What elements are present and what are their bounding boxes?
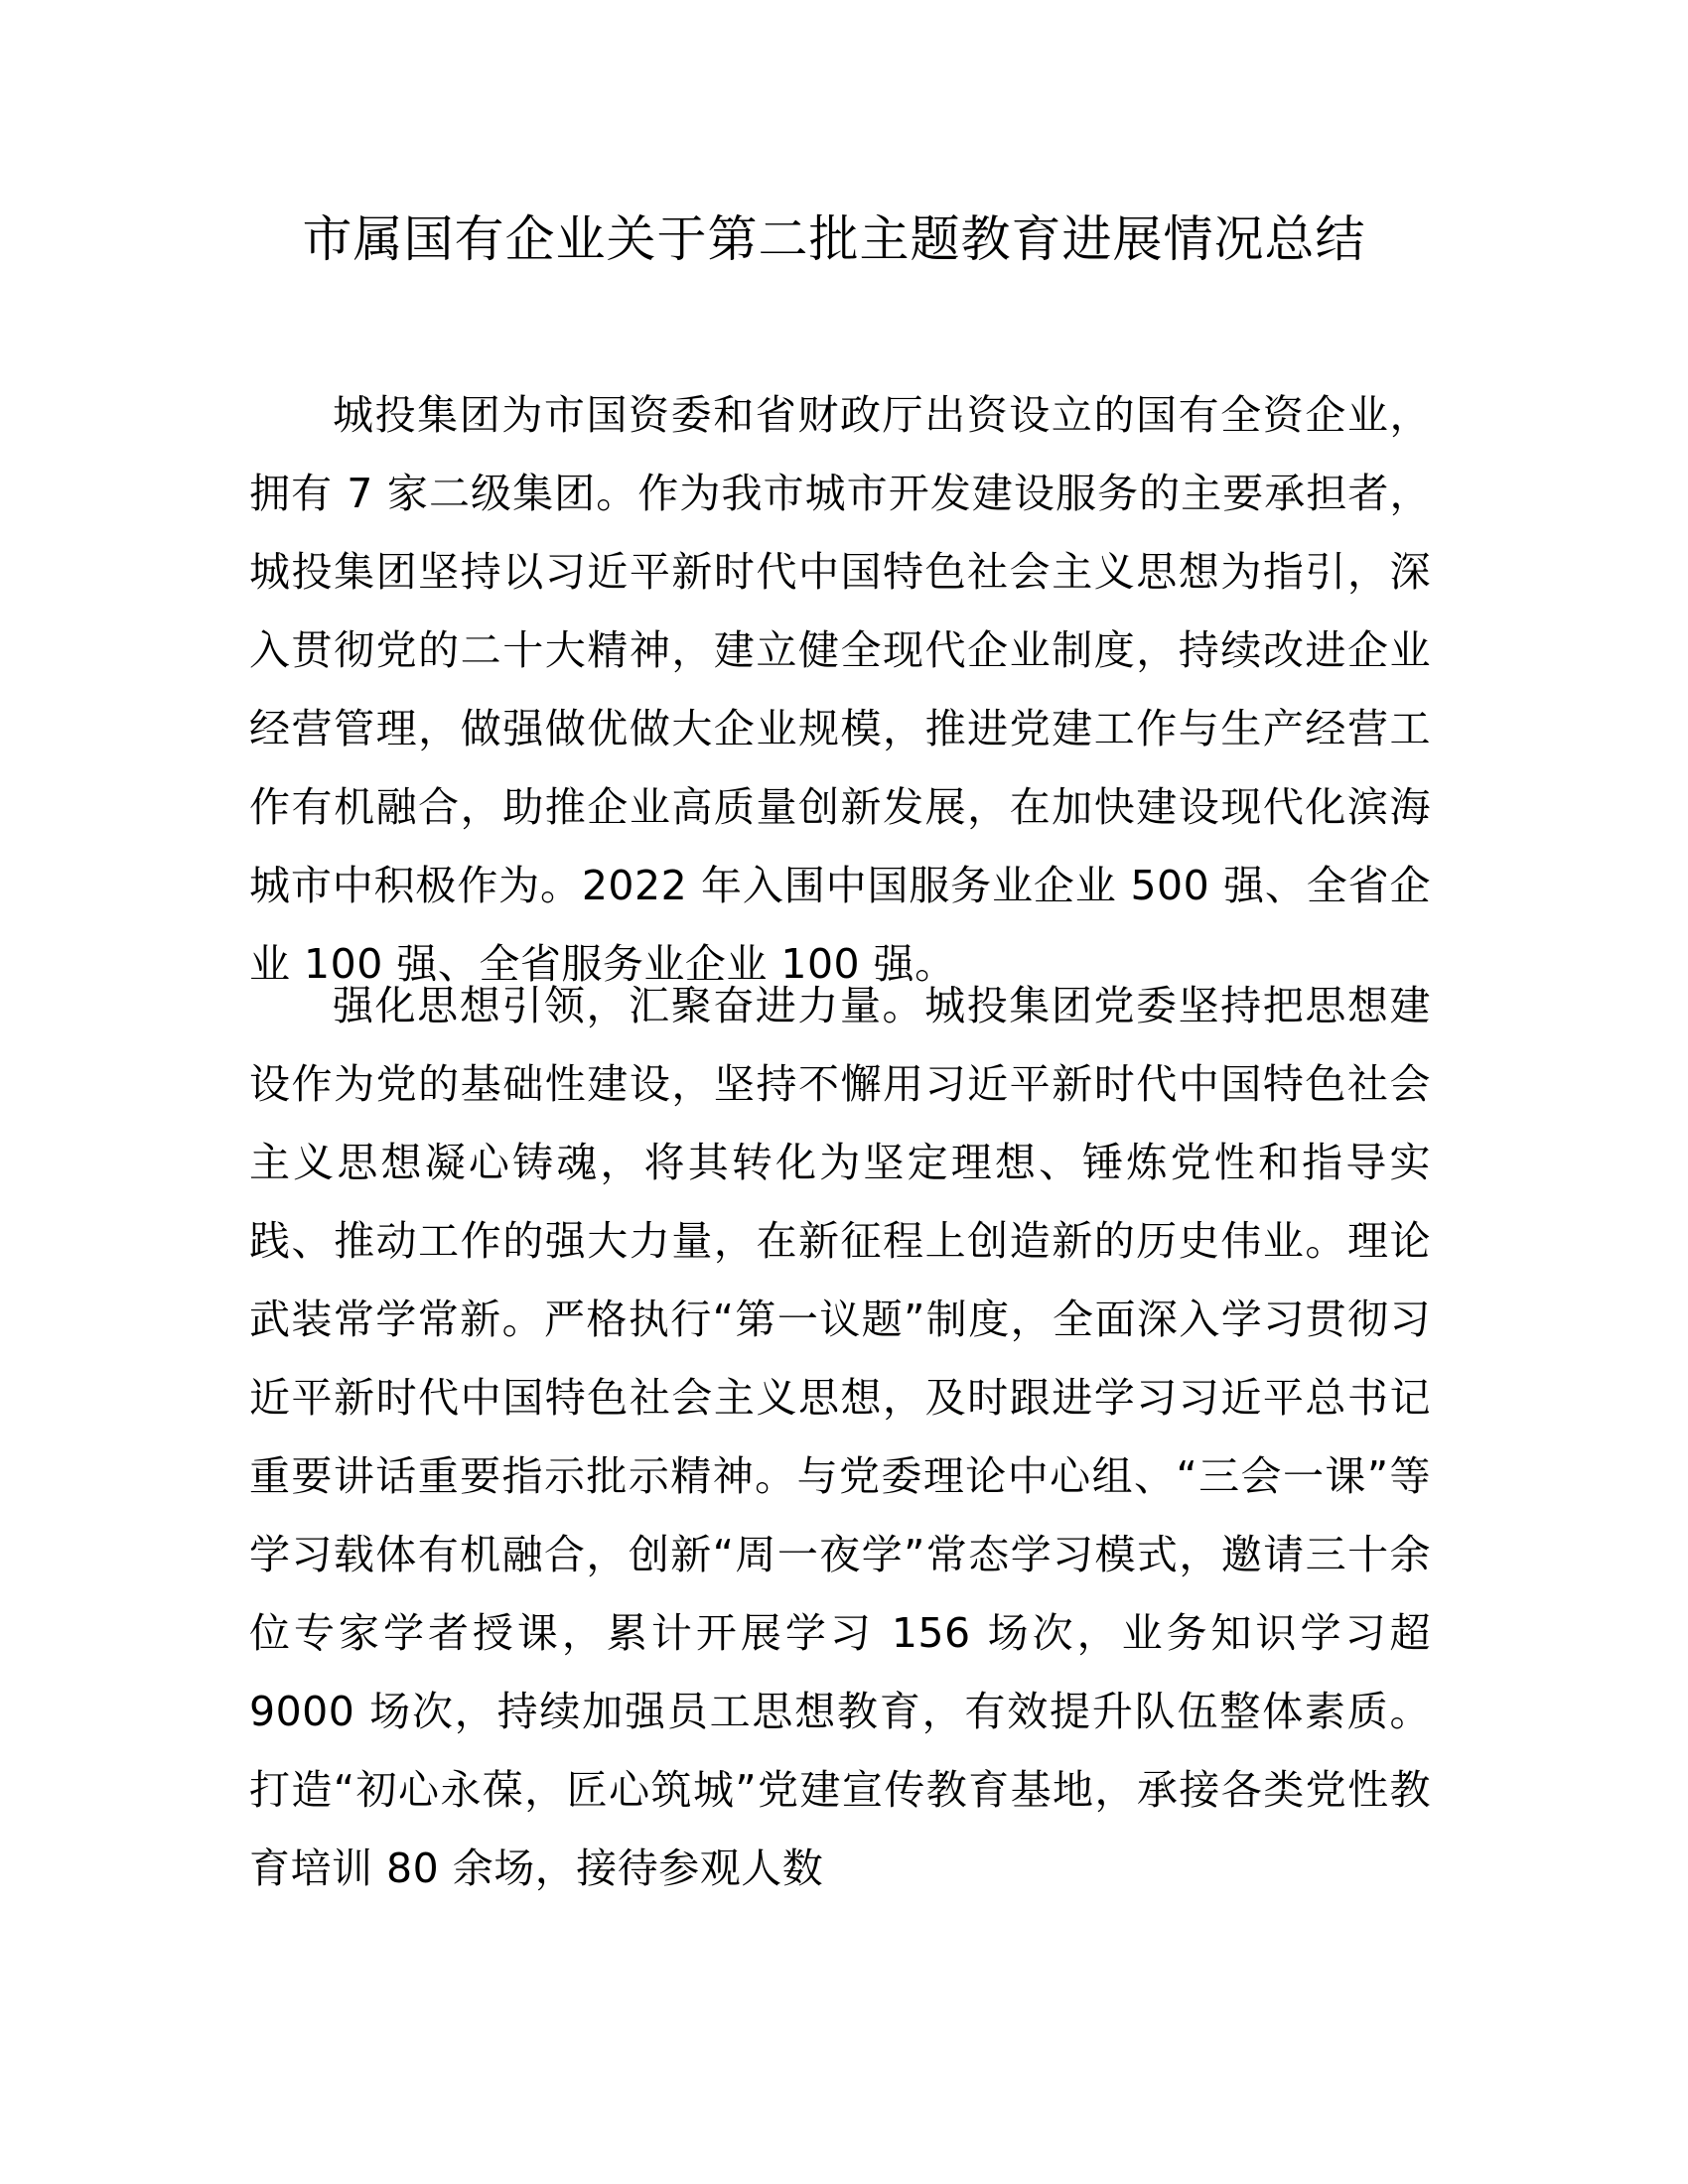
body-paragraph-intro: 城投集团为市国资委和省财政厅出资设立的国有全资企业，拥有 7 家二级集团。作为我市城市开发建设服务的主要承担者，城投集团坚持以习近平新时代中国特色社会主义思想为指引，深入贯彻党的二十大精神，建立健全现代企业制度，持续改进企业经营管理，做强做优做大企业规模，推进党建工作与生产经营工作有机融合，助推企业高质量创新发展，在加快建设现代化滨海城市中积极作为。2022 年入围中国服务业企业 500 强、全省企业 100 强、全省服务业企业 100 强。 bbox=[249, 391, 1431, 988]
body-paragraph-ideology: 强化思想引领，汇聚奋进力量。城投集团党委坚持把思想建设作为党的基础性建设，坚持不懈用习近平新时代中国特色社会主义思想凝心铸魂，将其转化为坚定理想、锤炼党性和指导实践、推动工作的强大力量，在新征程上创造新的历史伟业。理论武装常学常新。严格执行“第一议题”制度，全面深入学习贯彻习近平新时代中国特色社会主义思想，及时跟进学习习近平总书记重要讲话重要指示批示精神。与党委理论中心组、“三会一课”等学习载体有机融合，创新“周一夜学”常态学习模式，邀请三十余位专家学者授课，累计开展学习 156 场次，业务知识学习超 9000 场次，持续加强员工思想教育，有效提升队伍整体素质。打造“初心永葆，匠心筑城”党建宣传教育基地，承接各类党性教育培训 80 余场，接待参观人数 bbox=[249, 982, 1431, 1892]
document-title: 市属国有企业关于第二批主题教育进展情况总结 bbox=[302, 210, 1366, 268]
